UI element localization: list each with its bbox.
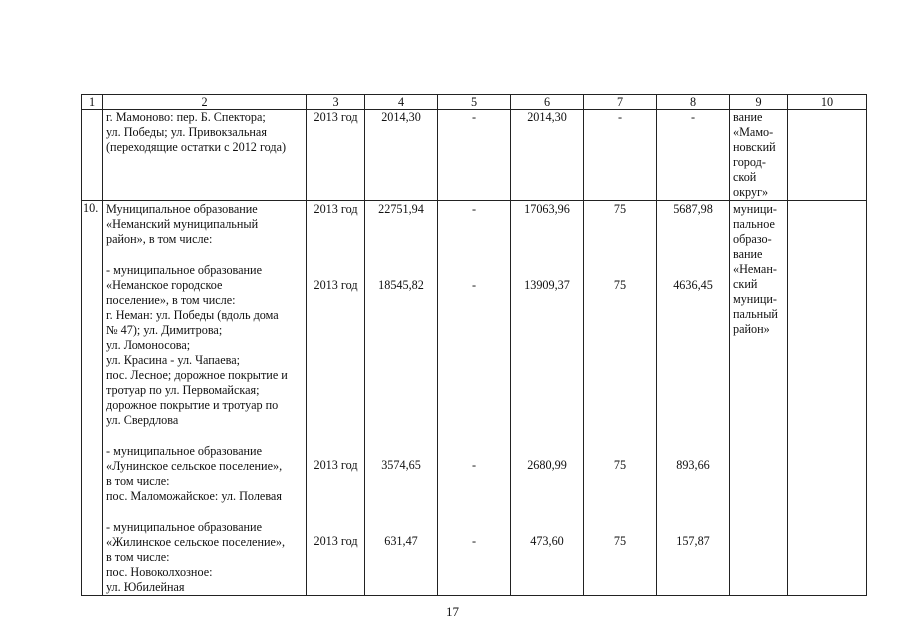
object-description: г. Мамоново: пер. Б. Спектора; ул. Победы; ул. Привокзальная (переходящие остатки с 2012 года) <box>103 110 307 201</box>
header-cell-7: 7 <box>584 95 657 110</box>
header-cell-6: 6 <box>511 95 584 110</box>
table-row <box>82 201 867 596</box>
year-cell: 2013 год 2013 год 2013 год 2013 год <box>307 201 365 596</box>
header-row <box>82 95 867 110</box>
total-cell: 2014,30 <box>365 110 438 201</box>
header-cell-4: 4 <box>365 95 438 110</box>
page-number: 17 <box>446 604 459 619</box>
header-cell-2: 2 <box>103 95 307 110</box>
table-row <box>82 110 867 201</box>
recipient-cell: вание «Мамо- новский город- ской округ» <box>730 110 788 201</box>
header-cell-10: 10 <box>788 95 867 110</box>
col10-cell <box>788 201 867 596</box>
col5-cell: - <box>438 110 511 201</box>
recipient-cell: муници- пальное образо- вание «Неман- ский муници- пальный район» <box>730 201 788 596</box>
row-number <box>82 110 103 201</box>
header-cell-8: 8 <box>657 95 730 110</box>
col6-cell: 17063,96 13909,37 2680,99 473,60 <box>511 201 584 596</box>
header-cell-9: 9 <box>730 95 788 110</box>
header-cell-1: 1 <box>82 95 103 110</box>
col7-cell: 75 75 75 75 <box>584 201 657 596</box>
row-number: 10. <box>82 201 103 596</box>
col6-cell: 2014,30 <box>511 110 584 201</box>
funding-table <box>81 94 867 596</box>
total-cell: 22751,94 18545,82 3574,65 631,47 <box>365 201 438 596</box>
year-cell: 2013 год <box>307 110 365 201</box>
header-cell-5: 5 <box>438 95 511 110</box>
object-description: Муниципальное образование «Неманский муниципальный район», в том числе: - муниципальное образование «Неманское городское поселение», в том числе: г. Неман: ул. Победы (вдоль дома № 47); ул. Димитрова; ул. Ломоносова; ул. Красина - ул. Чапаева; пос. Лесное; дорожное покрытие и тротуар по ул. Первомайская; дорожное покрытие и тротуар по ул. Свердлова - муниципальное образование «Лунинское сельское поселение», в том числе: пос. Маломожайское: ул. Полевая - муниципальное образование «Жилинское сельское поселение», в том числе: пос. Новоколхозное: ул. Юбилейная <box>103 201 307 596</box>
col8-cell: - <box>657 110 730 201</box>
col10-cell <box>788 110 867 201</box>
col7-cell: - <box>584 110 657 201</box>
header-cell-3: 3 <box>307 95 365 110</box>
col5-cell: - - - - <box>438 201 511 596</box>
col8-cell: 5687,98 4636,45 893,66 157,87 <box>657 201 730 596</box>
